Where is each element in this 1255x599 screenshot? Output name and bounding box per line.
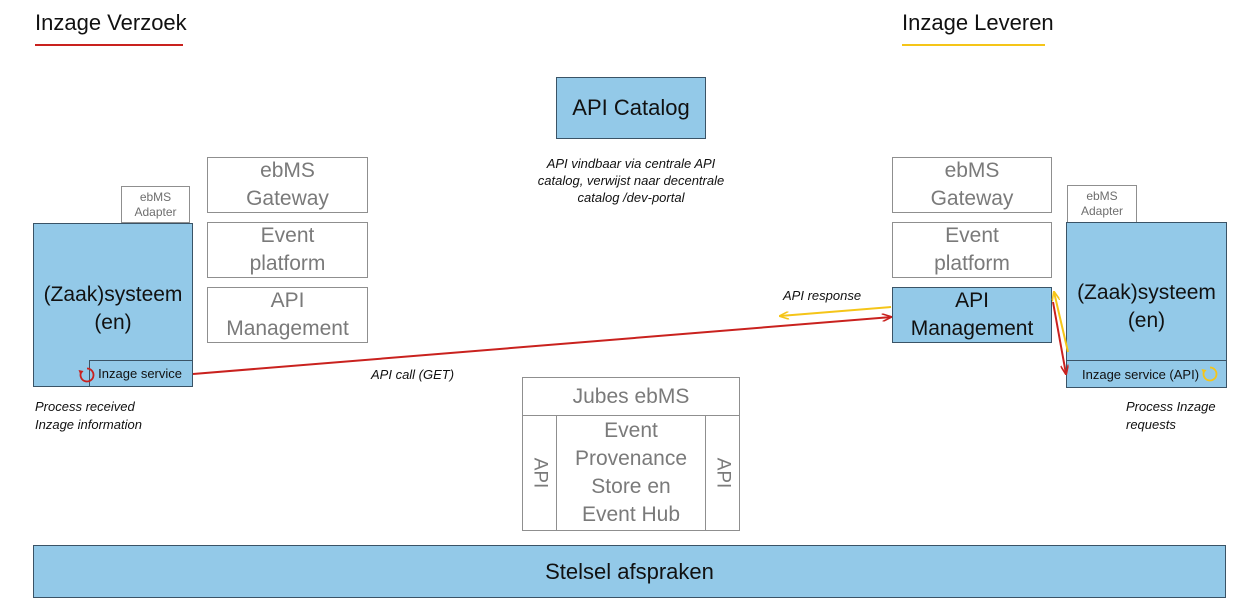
left-ebms-gateway-line1: ebMS xyxy=(260,159,315,182)
left-api-management-line1: API xyxy=(270,289,305,312)
right-process-caption-line2: requests xyxy=(1126,417,1176,432)
jubes-ebms-box xyxy=(522,377,740,531)
jubes-left-api xyxy=(523,416,557,530)
api-call-arrow xyxy=(193,317,891,374)
left-api-management-line2: Management xyxy=(226,317,349,340)
right-api-management-line2: Management xyxy=(910,317,1034,340)
left-zaaksysteem-line1: (Zaak)systeem xyxy=(43,283,183,306)
api-catalog-note-line3: catalog /dev-portal xyxy=(577,190,685,205)
left-inzage-service-label: Inzage service xyxy=(98,366,182,381)
jubes-right-api xyxy=(705,416,739,530)
right-ebms-gateway-line1: ebMS xyxy=(944,159,1000,182)
right-ebms-adapter-line1: ebMS xyxy=(1086,189,1118,203)
heading-inzage-leveren-text: Inzage Leveren xyxy=(902,10,1054,35)
jubes-center-line3: Store en xyxy=(591,475,671,498)
jubes-event-provenance xyxy=(557,416,705,530)
heading-inzage-verzoek-text: Inzage Verzoek xyxy=(35,10,187,35)
stelsel-afspraken-bar xyxy=(33,545,1226,598)
right-process-caption-line1: Process Inzage xyxy=(1126,399,1216,414)
right-zaaksysteem-line1: (Zaak)systeem xyxy=(1077,281,1216,304)
api-response-arrow xyxy=(780,307,891,316)
left-event-platform-line1: Event xyxy=(260,224,315,247)
jubes-center-line4: Event Hub xyxy=(581,503,681,526)
api-catalog-note-line2: catalog, verwijst naar decentrale xyxy=(537,173,725,188)
api-catalog-note-line1: API vindbaar via centrale API xyxy=(546,156,716,171)
left-ebms-adapter-line2: Adapter xyxy=(134,204,177,219)
right-api-management-line1: API xyxy=(955,289,989,312)
jubes-left-api-label: API xyxy=(529,457,551,489)
left-event-platform-line2: platform xyxy=(249,252,326,275)
left-process-caption-line1: Process received xyxy=(35,399,135,414)
api-catalog-label: API Catalog xyxy=(572,95,690,120)
right-ebms-gateway-line2: Gateway xyxy=(930,187,1014,210)
jubes-center-line2: Provenance xyxy=(574,447,688,470)
jubes-center-line1: Event xyxy=(604,419,658,442)
left-zaaksysteem-line2: (en) xyxy=(94,311,132,334)
api-call-label: API call (GET) xyxy=(371,367,455,382)
jubes-right-api-label: API xyxy=(712,457,734,489)
api-response-label: API response xyxy=(783,288,862,303)
left-ebms-gateway-line2: Gateway xyxy=(246,187,329,210)
right-event-platform-line1: Event xyxy=(945,224,999,247)
left-process-caption-line2: Inzage information xyxy=(35,417,142,432)
right-inzage-service-label: Inzage service (API) xyxy=(1082,366,1200,382)
right-event-platform-line2: platform xyxy=(934,252,1010,275)
left-ebms-adapter-line1: ebMS xyxy=(139,189,172,204)
stelsel-afspraken-label: Stelsel afspraken xyxy=(545,558,714,584)
right-zaaksysteem-line2: (en) xyxy=(1127,309,1166,332)
right-ebms-adapter-line2: Adapter xyxy=(1080,204,1124,218)
jubes-ebms-title: Jubes ebMS xyxy=(523,378,739,416)
